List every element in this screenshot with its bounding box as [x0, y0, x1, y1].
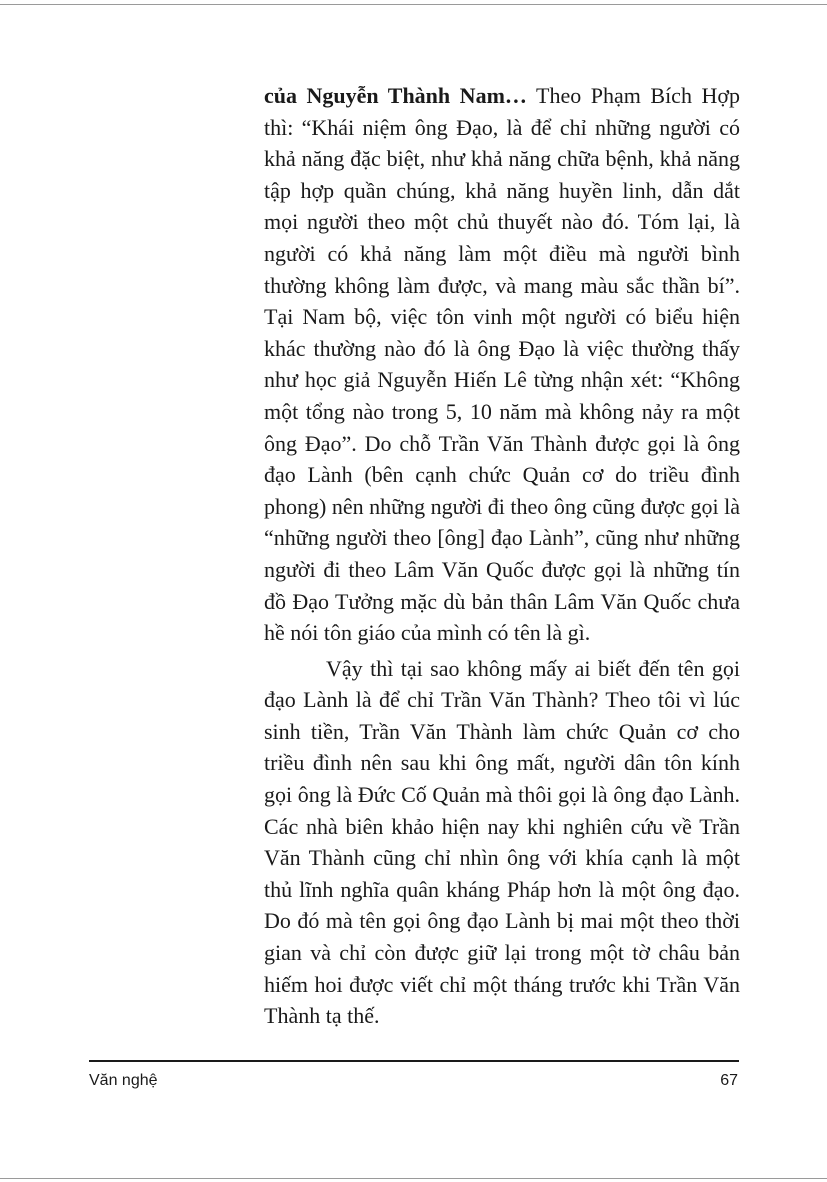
paragraph-1-text: Theo Phạm Bích Hợp thì: “Khái niệm ông Đạo, là để chỉ những người có khả năng đặc biệt, như khả năng chữa bệnh, khả năng tập hợp quần chúng, khả năng huyền linh, dẫn dắt mọi người theo một chủ thuyết nào đó. Tóm lại, là người có khả năng làm một điều mà người bình thường không làm được, và mang màu sắc thần bí”. Tại Nam bộ, việc tôn vinh một người có biểu hiện khác thường nào đó là ông Đạo là việc thường thấy như học giả Nguyễn Hiến Lê từng nhận xét: “Không một tổng nào trong 5, 10 năm mà không nảy ra một ông Đạo”. Do chỗ Trần Văn Thành được gọi là ông đạo Lành (bên cạnh chức Quản cơ do triều đình phong) nên những người đi theo ông cũng được gọi là “những người theo [ông] đạo Lành”, cũng như những người đi theo Lâm Văn Quốc được gọi là những tín đồ Đạo Tưởng mặc dù bản thân Lâm Văn Quốc chưa hề nói tôn giáo của mình có tên là gì. [264, 83, 740, 646]
paragraph-1-lead: của Nguyễn Thành Nam… [264, 83, 527, 108]
footer-page-number: 67 [720, 1072, 738, 1089]
paragraph-1 [264, 80, 740, 649]
paragraph-2: Vậy thì tại sao không mấy ai biết đến tên gọi đạo Lành là để chỉ Trần Văn Thành? Theo tôi vì lúc sinh tiền, Trần Văn Thành làm chức Quản cơ cho triều đình nên sau khi ông mất, người dân tôn kính gọi ông là Đức Cố Quản mà thôi gọi là ông đạo Lành. Các nhà biên khảo hiện nay khi nghiên cứu về Trần Văn Thành cũng chỉ nhìn ông với khía cạnh là một thủ lĩnh nghĩa quân kháng Pháp hơn là một ông đạo. Do đó mà tên gọi ông đạo Lành bị mai một theo thời gian và chỉ còn được giữ lại trong một tờ châu bản hiếm hoi được viết chỉ một tháng trước khi Trần Văn Thành tạ thế. [264, 655, 740, 1029]
page-top-edge [0, 0, 827, 5]
article-body [264, 80, 740, 1032]
footer-publication: Văn nghệ [89, 1072, 158, 1089]
page-bottom-edge [0, 1178, 827, 1182]
footer-rule [89, 1060, 739, 1062]
